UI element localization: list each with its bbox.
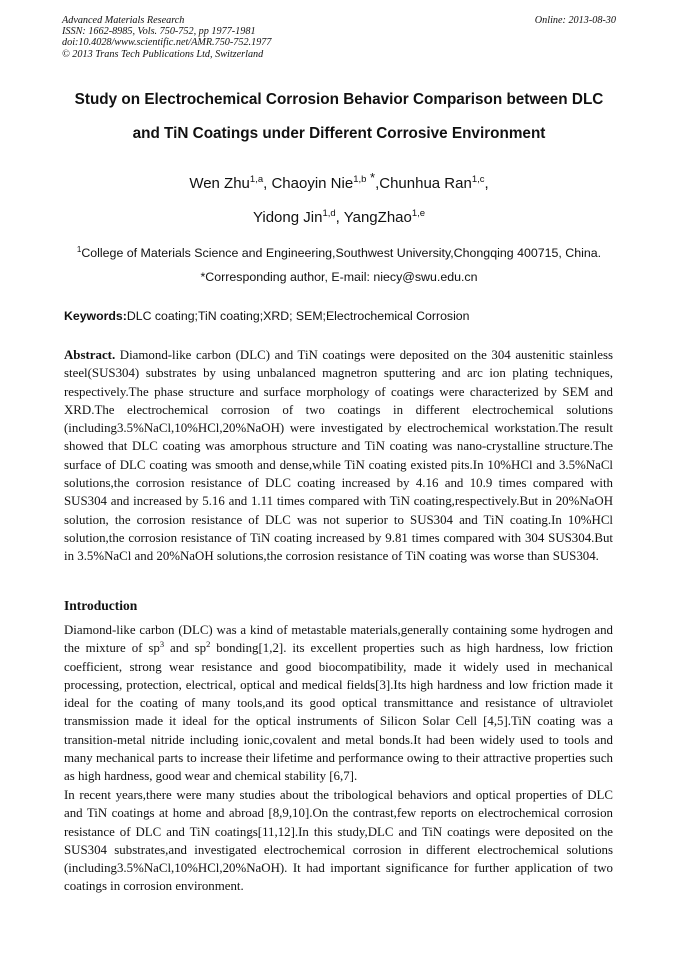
section-heading-introduction: Introduction bbox=[64, 598, 138, 613]
issn: ISSN: 1662-8985, Vols. 750-752, pp 1977-1981 bbox=[62, 26, 256, 38]
copyright: © 2013 Trans Tech Publications Ltd, Switzerland bbox=[62, 48, 264, 60]
doi: doi:10.4028/www.scientific.net/AMR.750-752.1977 bbox=[62, 37, 272, 49]
affiliation-number: 1 bbox=[76, 245, 82, 254]
author-sep: , bbox=[484, 175, 489, 192]
introduction-paragraph-2: In recent years,there were many studies about the tribological behaviors and optical properties of DLC and TiN coatings at home and abroad [8,9,10].On the contrast,few reports on electrochemical corrosion resistance of DLC and TiN coatings[11,12].In this study,DLC and TiN coatings were deposited on the SUS304 substrates,and investigated electrochemical corrosion in different electrochemical solutions (including3.5%NaCl,10%HCl,20%NaOH). It had important significance for further application of two coatings in corrosion environment. bbox=[64, 788, 613, 894]
paper-title-line-1: Study on Electrochemical Corrosion Behavior Comparison between DLC bbox=[74, 91, 604, 108]
author-affil: 1,d bbox=[322, 208, 336, 219]
keywords-text: DLC coating;TiN coating;XRD; SEM;Electrochemical Corrosion bbox=[126, 309, 470, 323]
affiliation-text: College of Materials Science and Engineering,Southwest University,Chongqing 400715, China. bbox=[81, 246, 602, 260]
author-affil: 1,b * bbox=[353, 170, 376, 185]
online-date: Online: 2013-08-30 bbox=[534, 15, 616, 26]
author-sep: , bbox=[263, 175, 272, 192]
abstract-label: Abstract. bbox=[64, 348, 116, 362]
keywords-label: Keywords: bbox=[64, 309, 127, 323]
abstract-text: Diamond-like carbon (DLC) and TiN coatings were deposited on the 304 austenitic stainless steel(SUS304) substrates by using unbalanced magnetron sputtering and arc ion plating techniques, respectively.The phase structure and surface morphology of coatings were characterized by SEM and XRD.The electrochemical corrosion of two coatings in different electrochemical solutions (including3.5%NaCl,10%HCl,20%NaOH) were investigated by electrochemical workstation.The result showed that DLC coating was amorphous structure and TiN coating was nano-crystalline structure.The surface of DLC coating was smooth and dense,while TiN coating existed pits.In 10%HCl and 3.5%NaCl solutions,the corrosion resistance of DLC coating increased by 4.16 and 10.9 times compared with SUS304 and increased by 5.16 and 1.11 times compared with TiN coating,respectively.But in 20%NaOH solution, the corrosion resistance of DLC was not superior to SUS304 and TiN coating.In 10%HCl solution,the corrosion resistance of TiN coating increased by 9.81 times compared with 304 SUS304.But in 3.5%NaCl and 20%NaOH solutions,the corrosion resistance of TiN coating was worse than SUS304. bbox=[64, 348, 613, 564]
author-affil: 1,a bbox=[249, 174, 264, 185]
introduction-paragraph-1: Diamond-like carbon (DLC) was a kind of metastable materials,generally containing some hydrogen and the mixture of $sp^3$ and $sp^2$ bonding[1,2]. its excellent properties such as high hardness, low friction coefficient, strong wear resistance and good biocompatibility, made it widely used in mechanical processing, protection, electrical, optical and medical fields[3].Its high hardness and low friction made it ideal for the coating of many tools,and its good optical transmittance and resistance of ultraviolet transmission made it ideal for the optical instruments of Silicon Solar Cell [4,5].TiN coating was a transition-metal nitride including ionic,covalent and metal bonds.It had been widely used to tools and many mechanical parts to increase their lifetime and performance owing to their attractive properties such as high hardness, good wear and chemical stability [6,7]. bbox=[64, 623, 613, 784]
corresponding-star: * bbox=[366, 170, 376, 185]
abstract bbox=[64, 346, 613, 566]
author-sep: , bbox=[335, 209, 344, 226]
author-name: YangZhao bbox=[343, 209, 412, 226]
author-name: Chunhua Ran bbox=[379, 175, 472, 192]
affiliation bbox=[40, 245, 638, 260]
author-name: Yidong Jin bbox=[252, 209, 323, 226]
author-name: Chaoyin Nie bbox=[271, 175, 354, 192]
keywords bbox=[64, 309, 624, 323]
paper-title-line-2: and TiN Coatings under Different Corrosive Environment bbox=[132, 125, 546, 142]
author-name: Wen Zhu bbox=[189, 175, 250, 192]
journal-name: Advanced Materials Research bbox=[62, 15, 185, 26]
author-affil: 1,e bbox=[411, 208, 426, 219]
author-affil: 1,c bbox=[471, 174, 485, 185]
authors-line-1 bbox=[40, 170, 638, 192]
authors-line-2 bbox=[40, 208, 638, 226]
corresponding-author: *Corresponding author, E-mail: niecy@swu.edu.cn bbox=[200, 270, 478, 284]
author-sep: , bbox=[375, 175, 380, 192]
journal-header bbox=[62, 15, 616, 60]
